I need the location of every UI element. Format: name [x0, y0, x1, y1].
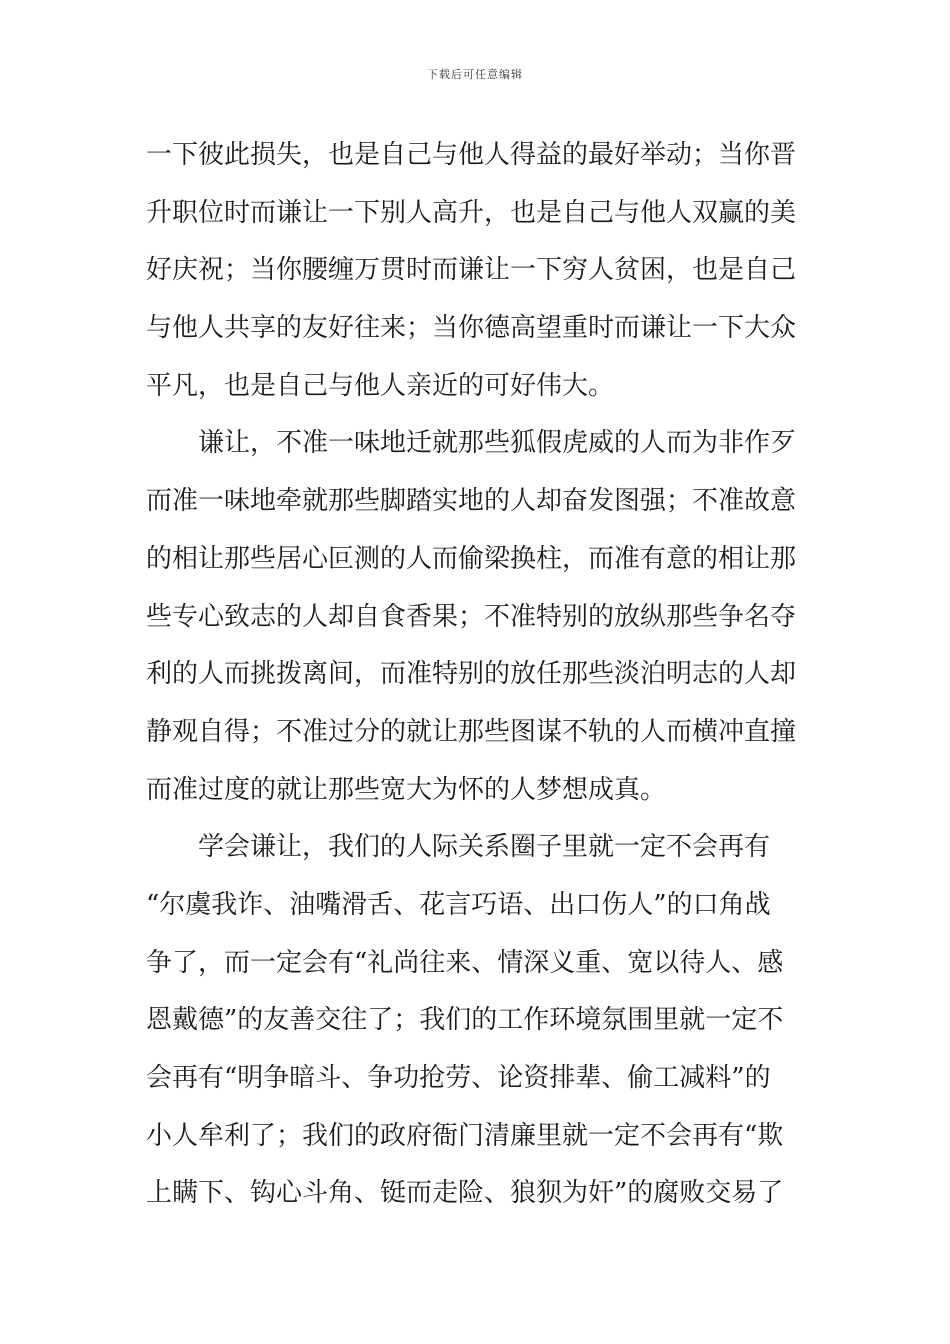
document-body	[146, 127, 810, 1223]
paragraph-first-line: 学会谦让，我们的人际关系圈子里就一定不会再有	[198, 832, 771, 863]
text-line: 些专心致志的人却自食香果；不准特别的放纵那些争名夺	[146, 601, 797, 632]
text-line: 争了，而一定会有“礼尚往来、情深义重、宽以待人、感	[146, 947, 784, 978]
text-line: 利的人而挑拨离间，而准特别的放任那些淡泊明志的人却	[146, 659, 797, 690]
text-line: 的相让那些居心叵测的人而偷梁换柱，而准有意的相让那	[146, 543, 797, 574]
text-line: 平凡，也是自己与他人亲近的可好伟大。	[146, 370, 615, 401]
text-line: 会再有“明争暗斗、争功抢劳、论资排辈、偷工减料”的	[146, 1063, 771, 1093]
text-line: 小人牟利了；我们的政府衙门清廉里就一定不会再有“欺	[146, 1120, 784, 1151]
text-line: 静观自得；不准过分的就让那些图谋不轨的人而横冲直撞	[146, 716, 797, 747]
text-line: 升职位时而谦让一下别人高升，也是自己与他人双赢的美	[146, 197, 797, 228]
text-line: 一下彼此损失，也是自己与他人得益的最好举动；当你晋	[146, 140, 797, 170]
text-line: “尔虞我诈、油嘴滑舌、花言巧语、出口伤人”的口角战	[146, 889, 771, 920]
text-line: 上瞒下、钩心斗角、铤而走险、狼狈为奸”的腐败交易了	[146, 1178, 784, 1209]
page-header: 下载后可任意编辑	[427, 68, 523, 81]
text-line: 与他人共享的友好往来；当你德高望重时而谦让一下大众	[146, 313, 797, 344]
text-line: 而准一味地牵就那些脚踏实地的人却奋发图强；不准故意	[146, 486, 797, 517]
text-line: 好庆祝；当你腰缠万贯时而谦让一下穷人贫困，也是自己	[146, 255, 797, 286]
paragraph-first-line: 谦让，不准一味地迁就那些狐假虎威的人而为非作歹	[198, 428, 797, 459]
text-line: 而准过度的就让那些宽大为怀的人梦想成真。	[146, 774, 667, 805]
text-line: 恩戴德”的友善交往了；我们的工作环境氛围里就一定不	[146, 1005, 784, 1036]
